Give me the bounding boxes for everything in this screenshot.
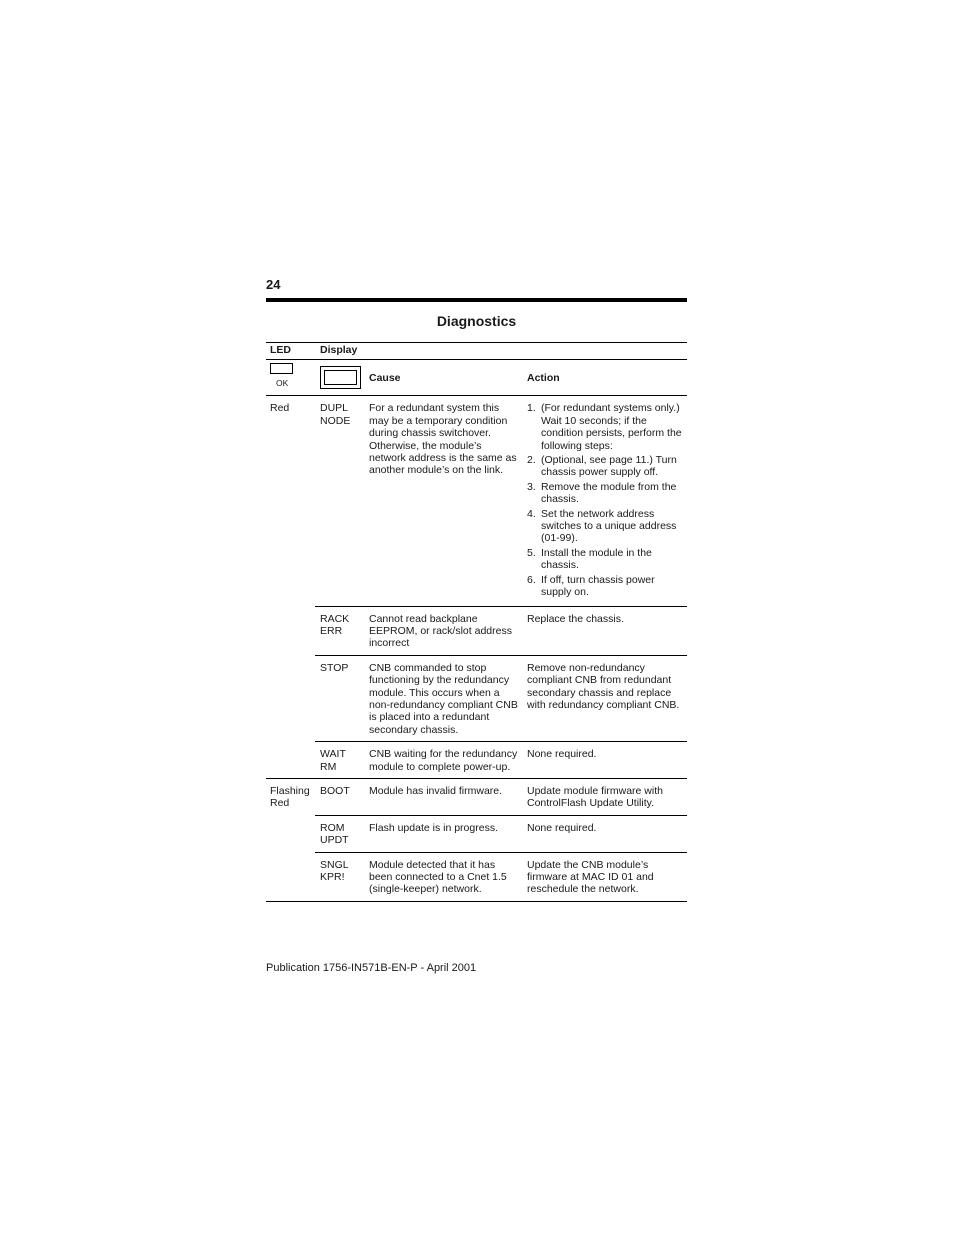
section-title: Diagnostics xyxy=(436,313,517,329)
table-row xyxy=(266,778,687,815)
table-row xyxy=(266,815,687,852)
cause-text: Flash update is in progress. xyxy=(365,815,522,852)
action-step: 6. If off, turn chassis power supply on. xyxy=(527,573,655,599)
table-row xyxy=(266,742,687,779)
table-header-row xyxy=(266,343,687,360)
led-state: Flashing Red xyxy=(266,778,315,815)
display-code: RACK ERR xyxy=(315,606,365,655)
led-column-header: LED xyxy=(266,343,315,360)
table-row xyxy=(266,655,687,741)
cause-text: Module has invalid firmware. xyxy=(365,778,522,815)
table-row xyxy=(266,396,687,606)
cause-text: For a redundant system this may be a temporary condition during chassis switchover. Otherwise, the module’s network address is the same as another module’s on the link. xyxy=(369,402,517,477)
action-text: Remove non-redundancy compliant CNB from redundant secondary chassis and replace with redundancy compliant CNB. xyxy=(522,655,687,741)
cause-text: CNB commanded to stop functioning by the redundancy module. This occurs when a non-redundancy compliant CNB is placed into a redundant secondary chassis. xyxy=(365,655,522,741)
page-number: 24 xyxy=(266,277,281,292)
cause-text: Module detected that it has been connected to a Cnet 1.5 (single-keeper) network. xyxy=(365,852,522,901)
led-state xyxy=(266,742,315,779)
action-column-header: Action xyxy=(522,360,687,396)
action-text: None required. xyxy=(522,742,687,779)
table-row xyxy=(266,606,687,655)
action-text: Replace the chassis. xyxy=(522,606,687,655)
action-steps xyxy=(522,396,687,606)
action-step: 3. Remove the module from the chassis. xyxy=(527,480,677,506)
display-column-header: Display xyxy=(315,343,687,360)
cause-column-header: Cause xyxy=(365,360,522,396)
action-text: Update module firmware with ControlFlash Update Utility. xyxy=(522,778,687,815)
led-state: Red xyxy=(270,402,290,415)
led-state xyxy=(266,815,315,852)
display-code: STOP xyxy=(315,655,365,741)
display-code: ROM UPDT xyxy=(315,815,365,852)
action-text: Update the CNB module’s firmware at MAC ID 01 and reschedule the network. xyxy=(522,852,687,901)
led-indicator-label: OK xyxy=(276,378,289,389)
display-code: BOOT xyxy=(315,778,365,815)
led-state xyxy=(266,852,315,901)
led-state xyxy=(266,606,315,655)
led-state xyxy=(266,655,315,741)
diagnostics-table xyxy=(266,342,687,902)
table-subheader-row xyxy=(266,360,687,396)
header-rule xyxy=(266,298,687,302)
action-step: 5. Install the module in the chassis. xyxy=(527,546,652,572)
action-step: 2. (Optional, see page 11.) Turn chassis power supply off. xyxy=(527,454,677,479)
display-icon-cell xyxy=(315,360,365,396)
action-step: 1. (For redundant systems only.) Wait 10 seconds; if the condition persists, perform the following steps: xyxy=(527,402,682,452)
publication-footer: Publication 1756-IN571B-EN-P - April 2001 xyxy=(266,962,477,974)
cause-text: Cannot read backplane EEPROM, or rack/slot address incorrect xyxy=(365,606,522,655)
table-row xyxy=(266,852,687,901)
action-step: 4. Set the network address switches to a unique address (01-99). xyxy=(527,507,677,545)
led-indicator-cell xyxy=(266,360,315,396)
display-window-icon xyxy=(320,366,361,389)
display-code: DUPL NODE xyxy=(320,402,351,427)
led-indicator-icon xyxy=(270,363,293,374)
display-code: WAIT RM xyxy=(315,742,365,779)
cause-text: CNB waiting for the redundancy module to complete power-up. xyxy=(365,742,522,779)
display-code: SNGL KPR! xyxy=(315,852,365,901)
action-text: None required. xyxy=(522,815,687,852)
